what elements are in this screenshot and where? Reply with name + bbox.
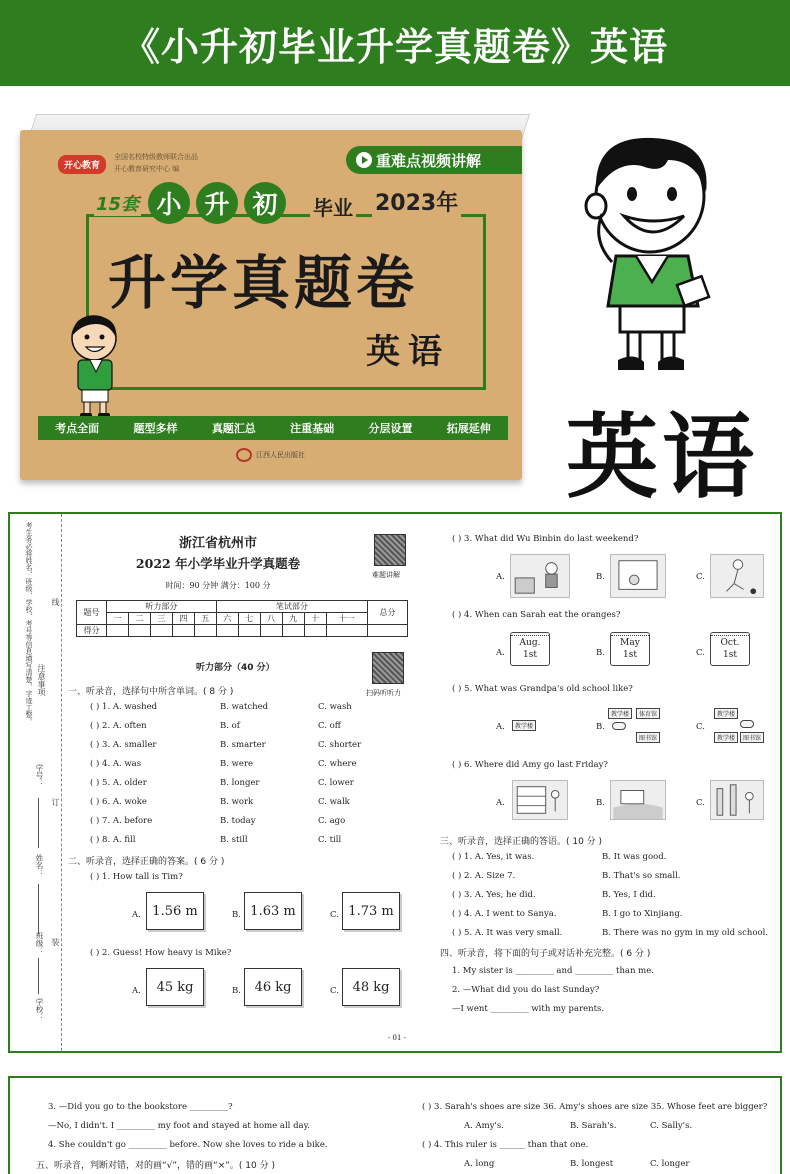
score-num-3: 三 [150, 613, 172, 625]
s1-q5-b: B. longer [220, 778, 260, 788]
park-picture[interactable] [710, 780, 764, 820]
score-table [76, 600, 408, 637]
building-library-b[interactable]: 图书馆 [636, 732, 660, 743]
track-icon [740, 720, 754, 728]
book-main-title: 升学真题卷 [108, 249, 419, 317]
feature-bar [38, 416, 508, 440]
press-logo-icon [236, 448, 252, 462]
subject-large-text: 英语 [566, 404, 759, 511]
calendar-oct[interactable] [710, 632, 750, 666]
field-name-label: 姓名： [35, 854, 44, 877]
s2-q5-c-label: C. [696, 722, 705, 732]
badge-xiao: 小 [148, 182, 190, 224]
score-cell[interactable] [326, 625, 367, 637]
biye-label: 毕业 [310, 192, 356, 221]
building-teaching[interactable]: 教学楼 [512, 720, 536, 731]
p2-left-q4: 4. She couldn't go _________ before. Now she loves to ride a bike. [48, 1140, 328, 1150]
p2-right-q3-a: A. Amy's. [464, 1121, 504, 1131]
binding-margin [10, 514, 62, 1051]
feature-1: 考点全面 [55, 422, 100, 435]
score-row-label: 得分 [77, 625, 107, 637]
s1-q2: ( ) 2. A. often [90, 721, 147, 731]
section-1-title: 一、听录音，选择句中所含单词。( 8 分 ) [68, 687, 234, 697]
s1-q2-c: C. off [318, 721, 341, 731]
score-cell[interactable] [194, 625, 216, 637]
building-library-c[interactable]: 图书馆 [740, 732, 764, 743]
field-student-id-label: 学号： [35, 764, 44, 787]
s1-q3-b: B. smarter [220, 740, 266, 750]
qr-label-1: 难题讲解 [372, 571, 400, 579]
s1-q1-b: B. watched [220, 702, 269, 712]
s2-q3-b-label: B. [596, 572, 605, 582]
s1-q5-c: C. lower [318, 778, 354, 788]
building-gym-b[interactable]: 体育馆 [636, 708, 660, 719]
exam-title-region: 浙江省杭州市 [178, 536, 257, 551]
s2-q4-c-label: C. [696, 648, 705, 658]
s3-q1: ( ) 1. A. Yes, it was. [452, 852, 535, 862]
s3-q1-b: B. It was good. [602, 852, 667, 862]
cut-mark-line: 线 [51, 598, 60, 606]
book-subject: 英语 [366, 332, 450, 372]
score-num-2: 二 [128, 613, 150, 625]
cut-mark-zhuang: 装 [51, 938, 60, 946]
s2-q1-b[interactable]: 1.63 m [244, 892, 302, 930]
score-cell[interactable] [128, 625, 150, 637]
section-4-title: 四、听录音，将下面的句子或对话补充完整。( 6 分 ) [440, 949, 651, 959]
p2-right-q4-b: B. longest [570, 1159, 614, 1169]
score-num-5: 五 [194, 613, 216, 625]
section-5-title: 五、听录音，判断对错，对的画“√”，错的画“×”。( 10 分 ) [36, 1161, 275, 1171]
feature-3: 真题汇总 [211, 422, 256, 435]
s1-q4-b: B. were [220, 759, 254, 769]
s3-q5: ( ) 5. A. It was very small. [452, 928, 563, 938]
s2-q5-a-label: A. [496, 722, 505, 732]
s2-q6: ( ) 6. Where did Amy go last Friday? [452, 760, 608, 770]
feature-4: 注重基础 [290, 422, 335, 435]
football-picture[interactable] [710, 554, 764, 598]
cover-area [0, 86, 790, 511]
exam-title: 2022 年小学毕业升学真题卷 [135, 556, 301, 571]
s2-q2-b[interactable]: 46 kg [244, 968, 302, 1006]
publisher-line-2: 开心教育研究中心 编 [114, 165, 180, 173]
s3-q4-b: B. I go to Xinjiang. [602, 909, 683, 919]
small-boy-illustration [60, 310, 130, 420]
notice-text: 考生务必将姓名、班级、学校、考号等信息填写清楚，字迹工整。 [25, 522, 33, 725]
calendar-aug[interactable] [510, 632, 550, 666]
s1-q7-c: C. ago [318, 816, 346, 826]
p2-right-q3: ( ) 3. Sarah's shoes are size 36. Amy's shoes are size 35. Whose feet are bigger? [422, 1102, 768, 1112]
score-cell[interactable] [107, 625, 129, 637]
exam-meta: 时间：90 分钟 满分：100 分 [165, 581, 271, 590]
calendar-may[interactable] [610, 632, 650, 666]
supermarket-picture[interactable] [512, 780, 568, 820]
sets-label: 15套 [94, 190, 141, 216]
s2-q6-b-label: B. [596, 798, 605, 808]
calendar-day: 1st [623, 650, 637, 660]
beach-picture[interactable] [610, 780, 666, 820]
s2-q3: ( ) 3. What did Wu Binbin do last weekend? [452, 534, 639, 544]
building-teaching-c2[interactable]: 教学楼 [714, 732, 738, 743]
calendar-month: Oct. [720, 638, 740, 648]
year-label: 2023年 [372, 186, 461, 217]
s4-q1: 1. My sister is _________ and _________ than me. [452, 966, 654, 976]
s2-q4-a-label: A. [496, 648, 505, 658]
s2-q6-a-label: A. [496, 798, 505, 808]
s1-q2-b: B. of [220, 721, 240, 731]
p2-right-q4-c: C. longer [650, 1159, 690, 1169]
publisher-logo: 开心教育 [58, 155, 106, 174]
banner-title: 《小升初毕业升学真题卷》英语 [121, 24, 668, 69]
score-written: 笔试部分 [216, 601, 367, 613]
s2-q1-a-label: A. [132, 910, 141, 920]
book-cover [20, 130, 522, 480]
s2-q6-c-label: C. [696, 798, 705, 808]
exam-sheet-page-1 [8, 512, 782, 1053]
score-num-6: 六 [216, 613, 238, 625]
building-teaching-c[interactable]: 教学楼 [714, 708, 738, 719]
score-num-4: 四 [172, 613, 194, 625]
s1-q4-c: C. where [318, 759, 357, 769]
s2-q3-a-label: A. [496, 572, 505, 582]
score-header-label: 题号 [77, 601, 107, 625]
s3-q4: ( ) 4. A. I went to Sanya. [452, 909, 557, 919]
s1-q3: ( ) 3. A. smaller [90, 740, 157, 750]
score-cell[interactable] [238, 625, 260, 637]
score-total: 总分 [368, 601, 408, 625]
field-class-label: 班级： [35, 932, 44, 955]
s1-q7-b: B. today [220, 816, 256, 826]
top-banner [0, 0, 790, 86]
s1-q3-c: C. shorter [318, 740, 362, 750]
s3-q3: ( ) 3. A. Yes, he did. [452, 890, 536, 900]
score-cell[interactable] [368, 625, 408, 637]
qr-audio-icon[interactable] [372, 652, 404, 684]
section-2-title: 二、听录音，选择正确的答案。( 6 分 ) [68, 857, 225, 867]
video-tag-label: 重难点视频讲解 [376, 151, 482, 170]
publisher-line-1: 全国名校特级教师联合出品 [114, 153, 198, 161]
page-number: - 01 - [387, 1034, 407, 1042]
score-num-9: 九 [282, 613, 304, 625]
score-num-11: 十一 [326, 613, 367, 625]
p2-right-q3-b: B. Sarah's. [570, 1121, 617, 1131]
field-class-line[interactable] [38, 958, 39, 994]
s3-q2: ( ) 2. A. Size 7. [452, 871, 516, 881]
s1-q7: ( ) 7. A. before [90, 816, 153, 826]
p2-right-q4-a: A. long [464, 1159, 495, 1169]
s1-q8: ( ) 8. A. fill [90, 835, 136, 845]
track-icon [612, 722, 626, 730]
s2-q5: ( ) 5. What was Grandpa's old school like? [452, 684, 633, 694]
video-tag [346, 146, 522, 174]
score-cell[interactable] [260, 625, 282, 637]
field-school-label: 学校： [35, 998, 44, 1021]
press-label [236, 448, 305, 462]
s2-q2-a[interactable]: 45 kg [146, 968, 204, 1006]
s1-q6-c: C. walk [318, 797, 350, 807]
score-num-8: 八 [260, 613, 282, 625]
s2-q4-b-label: B. [596, 648, 605, 658]
s3-q3-b: B. Yes, I did. [602, 890, 656, 900]
qr-code-icon[interactable] [374, 534, 406, 566]
section-3-title: 三、听录音，选择正确的答语。( 10 分 ) [440, 837, 603, 847]
exam-sheet-page-2 [8, 1076, 782, 1174]
big-boy-illustration [572, 130, 732, 380]
building-teaching-b[interactable]: 教学楼 [608, 708, 632, 719]
s1-q8-b: B. still [220, 835, 248, 845]
s2-q4: ( ) 4. When can Sarah eat the oranges? [452, 610, 621, 620]
score-listening: 听力部分 [107, 601, 217, 613]
field-student-id-line[interactable] [38, 798, 39, 848]
p2-right-q4: ( ) 4. This ruler is ______ than that one. [422, 1140, 589, 1150]
s2-q2-b-label: B. [232, 986, 241, 996]
feature-2: 题型多样 [133, 422, 178, 435]
notice-label: 注意事项 [37, 664, 46, 696]
s3-q2-b: B. That's so small. [602, 871, 681, 881]
sleeping-picture[interactable] [610, 554, 666, 598]
p2-right-q3-c: C. Sally's. [650, 1121, 693, 1131]
score-num-1: 一 [107, 613, 129, 625]
badge-chu: 初 [244, 182, 286, 224]
right-column [440, 514, 780, 1051]
score-cell[interactable] [172, 625, 194, 637]
feature-5: 分层设置 [368, 422, 413, 435]
s2-q2-a-label: A. [132, 986, 141, 996]
s1-q1-c: C. wash [318, 702, 352, 712]
play-icon [356, 152, 372, 168]
score-num-7: 七 [238, 613, 260, 625]
badge-sheng: 升 [196, 182, 238, 224]
s4-q2: 2. —What did you do last Sunday? [452, 985, 600, 995]
s1-q4: ( ) 4. A. was [90, 759, 142, 769]
press-name: 江西人民出版社 [256, 451, 305, 459]
xiaoshengchu-badges [148, 182, 286, 224]
s2-q3-c-label: C. [696, 572, 705, 582]
s2-q2-c[interactable]: 48 kg [342, 968, 400, 1006]
s1-q1: ( ) 1. A. washed [90, 702, 158, 712]
reading-picture[interactable] [510, 554, 570, 598]
s1-q6-b: B. work [220, 797, 254, 807]
s3-q5-b: B. There was no gym in my old school. [602, 928, 769, 938]
calendar-month: May [620, 638, 640, 648]
s2-q1-c-label: C. [330, 910, 339, 920]
s1-q6: ( ) 6. A. woke [90, 797, 147, 807]
score-cell[interactable] [282, 625, 304, 637]
score-cell[interactable] [304, 625, 326, 637]
qr-label-2: 扫码听听力 [366, 689, 401, 697]
s1-q8-c: C. till [318, 835, 342, 845]
cut-mark-ding: 订 [51, 798, 60, 806]
score-cell[interactable] [150, 625, 172, 637]
calendar-day: 1st [523, 650, 537, 660]
s2-q2: ( ) 2. Guess! How heavy is Mike? [90, 948, 232, 958]
p2-left-q3-reply: —No, I didn't. I _________ my foot and stayed at home all day. [48, 1121, 310, 1131]
calendar-month: Aug. [519, 638, 541, 648]
s1-q5: ( ) 5. A. older [90, 778, 147, 788]
calendar-day: 1st [723, 650, 737, 660]
score-cell[interactable] [216, 625, 238, 637]
field-name-line[interactable] [38, 884, 39, 934]
s2-q1-c[interactable]: 1.73 m [342, 892, 400, 930]
s2-q1-a[interactable]: 1.56 m [146, 892, 204, 930]
s2-q5-b-label: B. [596, 722, 605, 732]
p2-left-q3: 3. —Did you go to the bookstore _________? [48, 1102, 233, 1112]
score-num-10: 十 [304, 613, 326, 625]
s2-q1: ( ) 1. How tall is Tim? [90, 872, 183, 882]
s2-q2-c-label: C. [330, 986, 339, 996]
left-column [68, 514, 408, 1051]
s4-q2-reply: —I went _________ with my parents. [452, 1004, 605, 1014]
s2-q1-b-label: B. [232, 910, 241, 920]
feature-6: 拓展延伸 [446, 422, 491, 435]
listening-header: 听力部分（40 分） [196, 663, 275, 673]
